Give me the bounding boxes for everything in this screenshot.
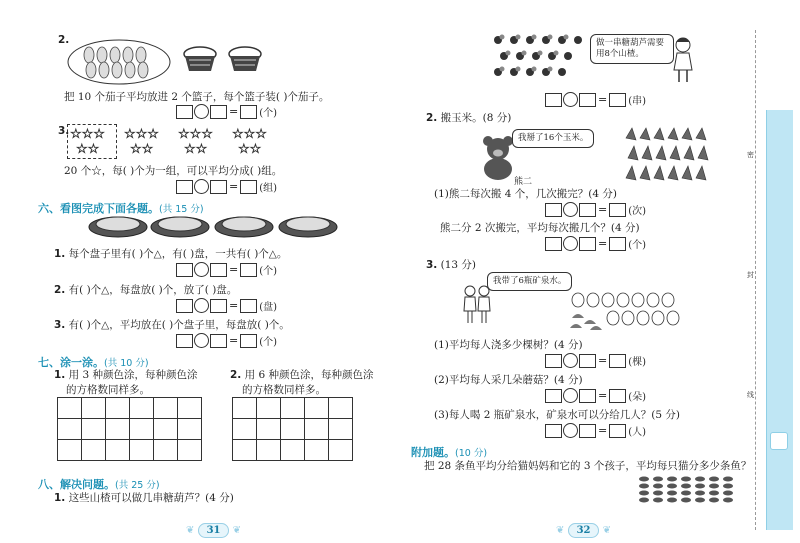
question-text: (3)每人喝 2 瓶矿泉水，矿泉水可以分给几人？(5 分) (434, 409, 680, 421)
operator-circle[interactable] (194, 262, 209, 277)
unit-label: (个) (259, 108, 278, 119)
svg-text:☆☆: ☆☆ (184, 142, 208, 157)
answer-box[interactable] (210, 334, 227, 348)
unit-label: (组) (259, 183, 278, 194)
answer-box[interactable] (579, 354, 596, 368)
answer-box[interactable] (545, 389, 562, 403)
svg-text:☆☆: ☆☆ (76, 142, 100, 157)
answer-box[interactable] (609, 389, 626, 403)
question-text: (1)熊二每次搬 4 个，几次搬完？(4 分) (434, 188, 617, 200)
question-text: 20 个☆，每( )个为一组，可以平均分成( )组。 (64, 165, 283, 177)
section-7-heading: 七、涂一涂。(共 10 分) (38, 356, 149, 369)
answer-box[interactable] (545, 237, 562, 251)
answer-box[interactable] (176, 180, 193, 194)
equation-row: = (盘) (176, 298, 277, 313)
answer-box[interactable] (176, 105, 193, 119)
operator-circle[interactable] (194, 104, 209, 119)
question-text: 3. (13 分) (426, 259, 477, 271)
answer-box[interactable] (579, 93, 596, 107)
answer-box[interactable] (210, 180, 227, 194)
section-8-heading: 八、解决问题。(共 25 分) (38, 478, 160, 491)
answer-box[interactable] (545, 93, 562, 107)
answer-box[interactable] (609, 93, 626, 107)
bear-label: 熊二 (514, 177, 533, 187)
basket-icon (228, 44, 263, 74)
svg-text:☆☆☆: ☆☆☆ (178, 127, 213, 142)
answer-box[interactable] (609, 203, 626, 217)
answer-box[interactable] (176, 334, 193, 348)
unit-label: (个) (259, 266, 278, 277)
question-text: 1. 这些山楂可以做几串糖葫芦？(4 分) (54, 492, 234, 504)
question-text: 1. 每个盘子里有( )个△，有( )盘，一共有( )个△。 (54, 248, 288, 260)
answer-box[interactable] (240, 299, 257, 313)
answer-box[interactable] (240, 105, 257, 119)
bonus-heading: 附加题。(10 分) (411, 446, 488, 459)
answer-box[interactable] (545, 354, 562, 368)
question-number: 3. (58, 125, 70, 137)
unit-label: (次) (628, 206, 647, 217)
operator-circle[interactable] (563, 388, 578, 403)
answer-box[interactable] (545, 203, 562, 217)
question-text: (2)平均每人采几朵蘑菇？(4 分) (434, 374, 583, 386)
unit-label: (棵) (628, 357, 647, 368)
kids-figure (462, 285, 492, 327)
question-number: 2. (58, 34, 70, 46)
operator-circle[interactable] (194, 333, 209, 348)
answer-box[interactable] (210, 263, 227, 277)
speech-bubble: 我带了6瓶矿泉水。 (487, 272, 572, 291)
svg-text:☆☆: ☆☆ (238, 142, 262, 157)
question-text: 1. 用 3 种颜色涂，每种颜色涂 (54, 369, 198, 381)
binding-label: 封 (747, 271, 754, 279)
question-text: (1)平均每人浇多少棵树？(4 分) (434, 339, 583, 351)
binding-label: 线 (747, 391, 754, 399)
answer-box[interactable] (240, 263, 257, 277)
answer-box[interactable] (579, 424, 596, 438)
equation-row: = (人) (545, 423, 646, 438)
operator-circle[interactable] (563, 423, 578, 438)
unit-label: (个) (259, 337, 278, 348)
operator-circle[interactable] (194, 179, 209, 194)
unit-label: (串) (628, 96, 647, 107)
answer-box[interactable] (609, 354, 626, 368)
fish-illustration (636, 474, 746, 506)
answer-box[interactable] (545, 424, 562, 438)
answer-box[interactable] (579, 203, 596, 217)
side-tab (766, 110, 793, 530)
svg-text:☆☆☆: ☆☆☆ (232, 127, 267, 142)
equation-row: = (个) (176, 262, 277, 277)
question-text: 的方格数同样多。 (242, 384, 326, 396)
svg-text:☆☆: ☆☆ (130, 142, 154, 157)
corn-illustration (622, 126, 718, 184)
equation-row: = (个) (176, 333, 277, 348)
operator-circle[interactable] (563, 92, 578, 107)
answer-box[interactable] (176, 299, 193, 313)
operator-circle[interactable] (563, 202, 578, 217)
svg-text:☆☆☆: ☆☆☆ (124, 127, 159, 142)
svg-text:☆☆☆: ☆☆☆ (70, 127, 105, 142)
equation-row: = (朵) (545, 388, 646, 403)
question-text: 把 28 条鱼平均分给猫妈妈和它的 3 个孩子，平均每只猫分多少条鱼？ (424, 460, 752, 472)
question-text: 2. 有( )个△，每盘放( )个，放了( )盘。 (54, 284, 238, 296)
unit-label: (朵) (628, 392, 647, 403)
operator-circle[interactable] (194, 298, 209, 313)
equation-row: = (组) (176, 179, 277, 194)
equation-row: = (个) (176, 104, 277, 119)
eggplant-illustration (67, 38, 172, 86)
question-text: 2. 搬玉米。(8 分) (426, 112, 512, 124)
binding-line (755, 30, 756, 530)
side-tab-icon (770, 432, 788, 450)
equation-row: = (棵) (545, 353, 646, 368)
unit-label: (盘) (259, 302, 278, 313)
answer-box[interactable] (176, 263, 193, 277)
speech-bubble: 做一串糖葫芦需要用8个山楂。 (590, 34, 674, 64)
page-number-right: ❦ 32 ❦ (556, 525, 612, 536)
answer-box[interactable] (609, 424, 626, 438)
coloring-grid-1[interactable] (57, 397, 202, 461)
equation-row: = (串) (545, 92, 646, 107)
trees-mushrooms-illustration (568, 292, 683, 330)
answer-box[interactable] (579, 389, 596, 403)
speech-bubble: 我掰了16个玉米。 (512, 129, 594, 148)
question-text: 的方格数同样多。 (66, 384, 150, 396)
page-number-left: ❦ 31 ❦ (186, 525, 242, 536)
question-text: 2. 用 6 种颜色涂，每种颜色涂 (230, 369, 374, 381)
answer-box[interactable] (240, 180, 257, 194)
answer-box[interactable] (210, 299, 227, 313)
question-text: 3. 有( )个△，平均放在( )个盘子里，每盘放( )个。 (54, 319, 290, 331)
equation-row: = (次) (545, 202, 646, 217)
basket-icon (183, 44, 218, 74)
question-text: 熊二分 2 次搬完，平均每次搬几个？(4 分) (440, 222, 640, 234)
equation-row: = (个) (545, 236, 646, 251)
girl-figure (670, 36, 696, 84)
coloring-grid-2[interactable] (232, 397, 353, 461)
question-text: 把 10 个茄子平均放进 2 个篮子，每个篮子装( )个茄子。 (64, 91, 330, 103)
unit-label: (人) (628, 427, 647, 438)
operator-circle[interactable] (563, 236, 578, 251)
answer-box[interactable] (210, 105, 227, 119)
answer-box[interactable] (240, 334, 257, 348)
dumpling-plates-illustration (88, 210, 340, 238)
hawthorn-illustration (490, 32, 585, 84)
operator-circle[interactable] (563, 353, 578, 368)
section-6-heading: 六、看图完成下面各题。(共 15 分) (38, 202, 204, 215)
stars-illustration (68, 125, 288, 157)
unit-label: (个) (628, 240, 647, 251)
answer-box[interactable] (609, 237, 626, 251)
binding-label: 密 (747, 151, 754, 159)
answer-box[interactable] (579, 237, 596, 251)
